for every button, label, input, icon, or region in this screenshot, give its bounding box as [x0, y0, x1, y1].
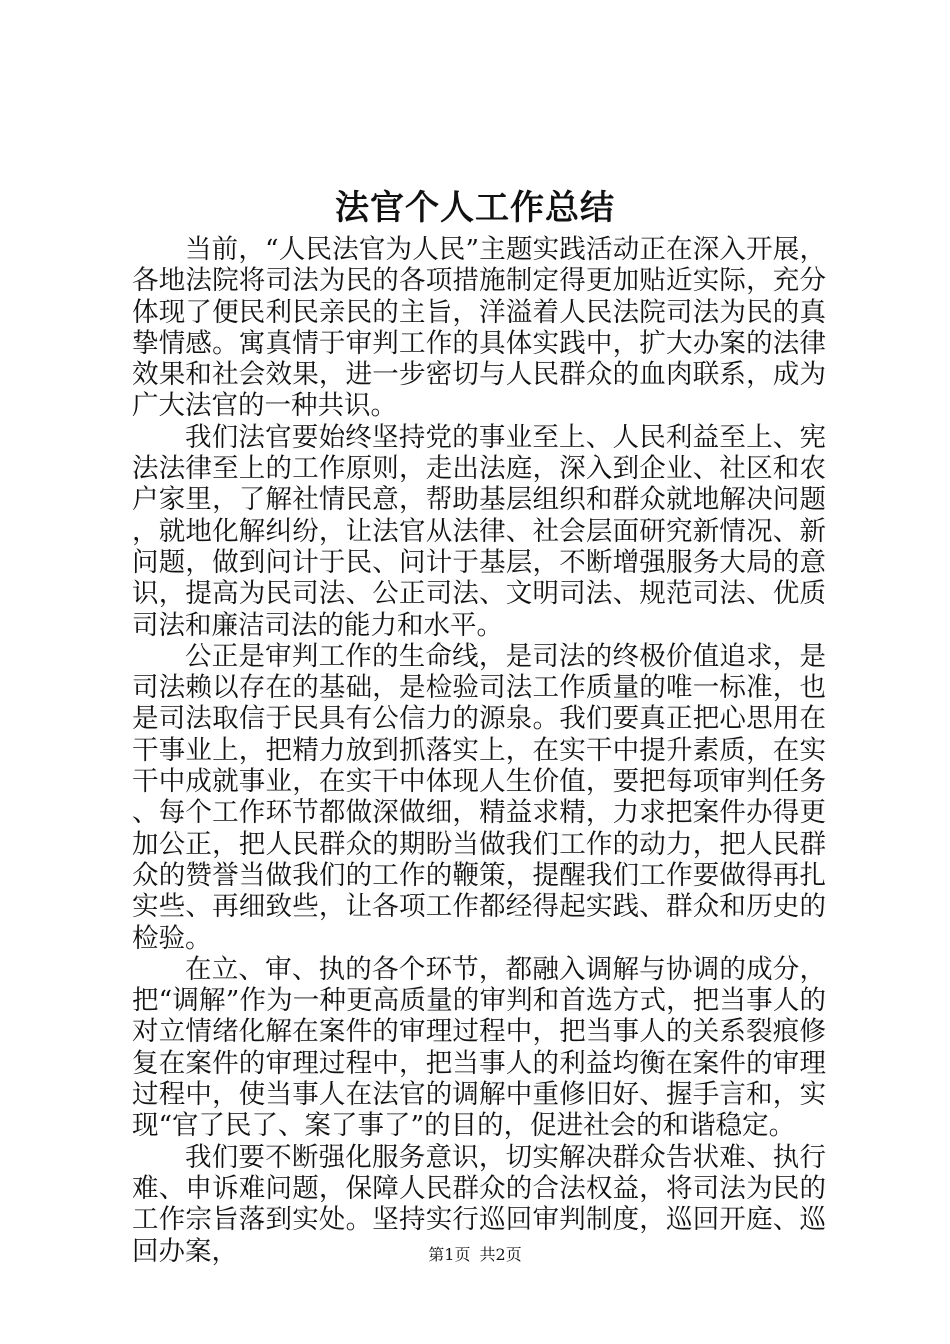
- document-title: 法官个人工作总结: [335, 188, 615, 228]
- page-footer: [0, 1244, 950, 1266]
- paragraph-1: 当前，“人民法官为人民”主题实践活动正在深入开展，各地法院将司法为民的各项措施制定得更加贴近实际，充分体现了便民利民亲民的主旨，洋溢着人民法院司法为民的真挚情感。寓真情于审判工作的具体实践中，扩大办案的法律效果和社会效果，进一步密切与人民群众的血肉联系，成为广大法官的一种共识。: [132, 234, 826, 422]
- page-number: 第1页: [428, 1245, 471, 1264]
- page-total: 共2页: [479, 1245, 522, 1264]
- paragraph-4: 在立、审、执的各个环节，都融入调解与协调的成分，把“调解”作为一种更高质量的审判和首选方式，把当事人的对立情绪化解在案件的审理过程中，把当事人的关系裂痕修复在案件的审理过程中，把当事人的利益均衡在案件的审理过程中，使当事人在法官的调解中重修旧好、握手言和，实现“官了民了、案了事了”的目的，促进社会的和谐稳定。: [132, 953, 826, 1142]
- document-body: [132, 234, 826, 1267]
- paragraph-5: 我们要不断强化服务意识，切实解决群众告状难、执行难、申诉难问题，保障人民群众的合法权益，将司法为民的工作宗旨落到实处。坚持实行巡回审判制度，巡回开庭、巡回办案，: [132, 1141, 826, 1267]
- paragraph-2: 我们法官要始终坚持党的事业至上、人民利益至上、宪法法律至上的工作原则，走出法庭，深入到企业、社区和农户家里，了解社情民意，帮助基层组织和群众就地解决问题，就地化解纠纷，让法官从法律、社会层面研究新情况、新问题，做到问计于民、问计于基层，不断增强服务大局的意识，提高为民司法、公正司法、文明司法、规范司法、优质司法和廉洁司法的能力和水平。: [132, 421, 826, 641]
- paragraph-3: 公正是审判工作的生命线，是司法的终极价值追求，是司法赖以存在的基础，是检验司法工作质量的唯一标准，也是司法取信于民具有公信力的源泉。我们要真正把心思用在干事业上，把精力放到抓落实上，在实干中提升素质，在实干中成就事业，在实干中体现人生价值，要把每项审判任务、每个工作环节都做深做细，精益求精，力求把案件办得更加公正，把人民群众的期盼当做我们工作的动力，把人民群众的赞誉当做我们的工作的鞭策，提醒我们工作要做得再扎实些、再细致些，让各项工作都经得起实践、群众和历史的检验。: [132, 640, 826, 954]
